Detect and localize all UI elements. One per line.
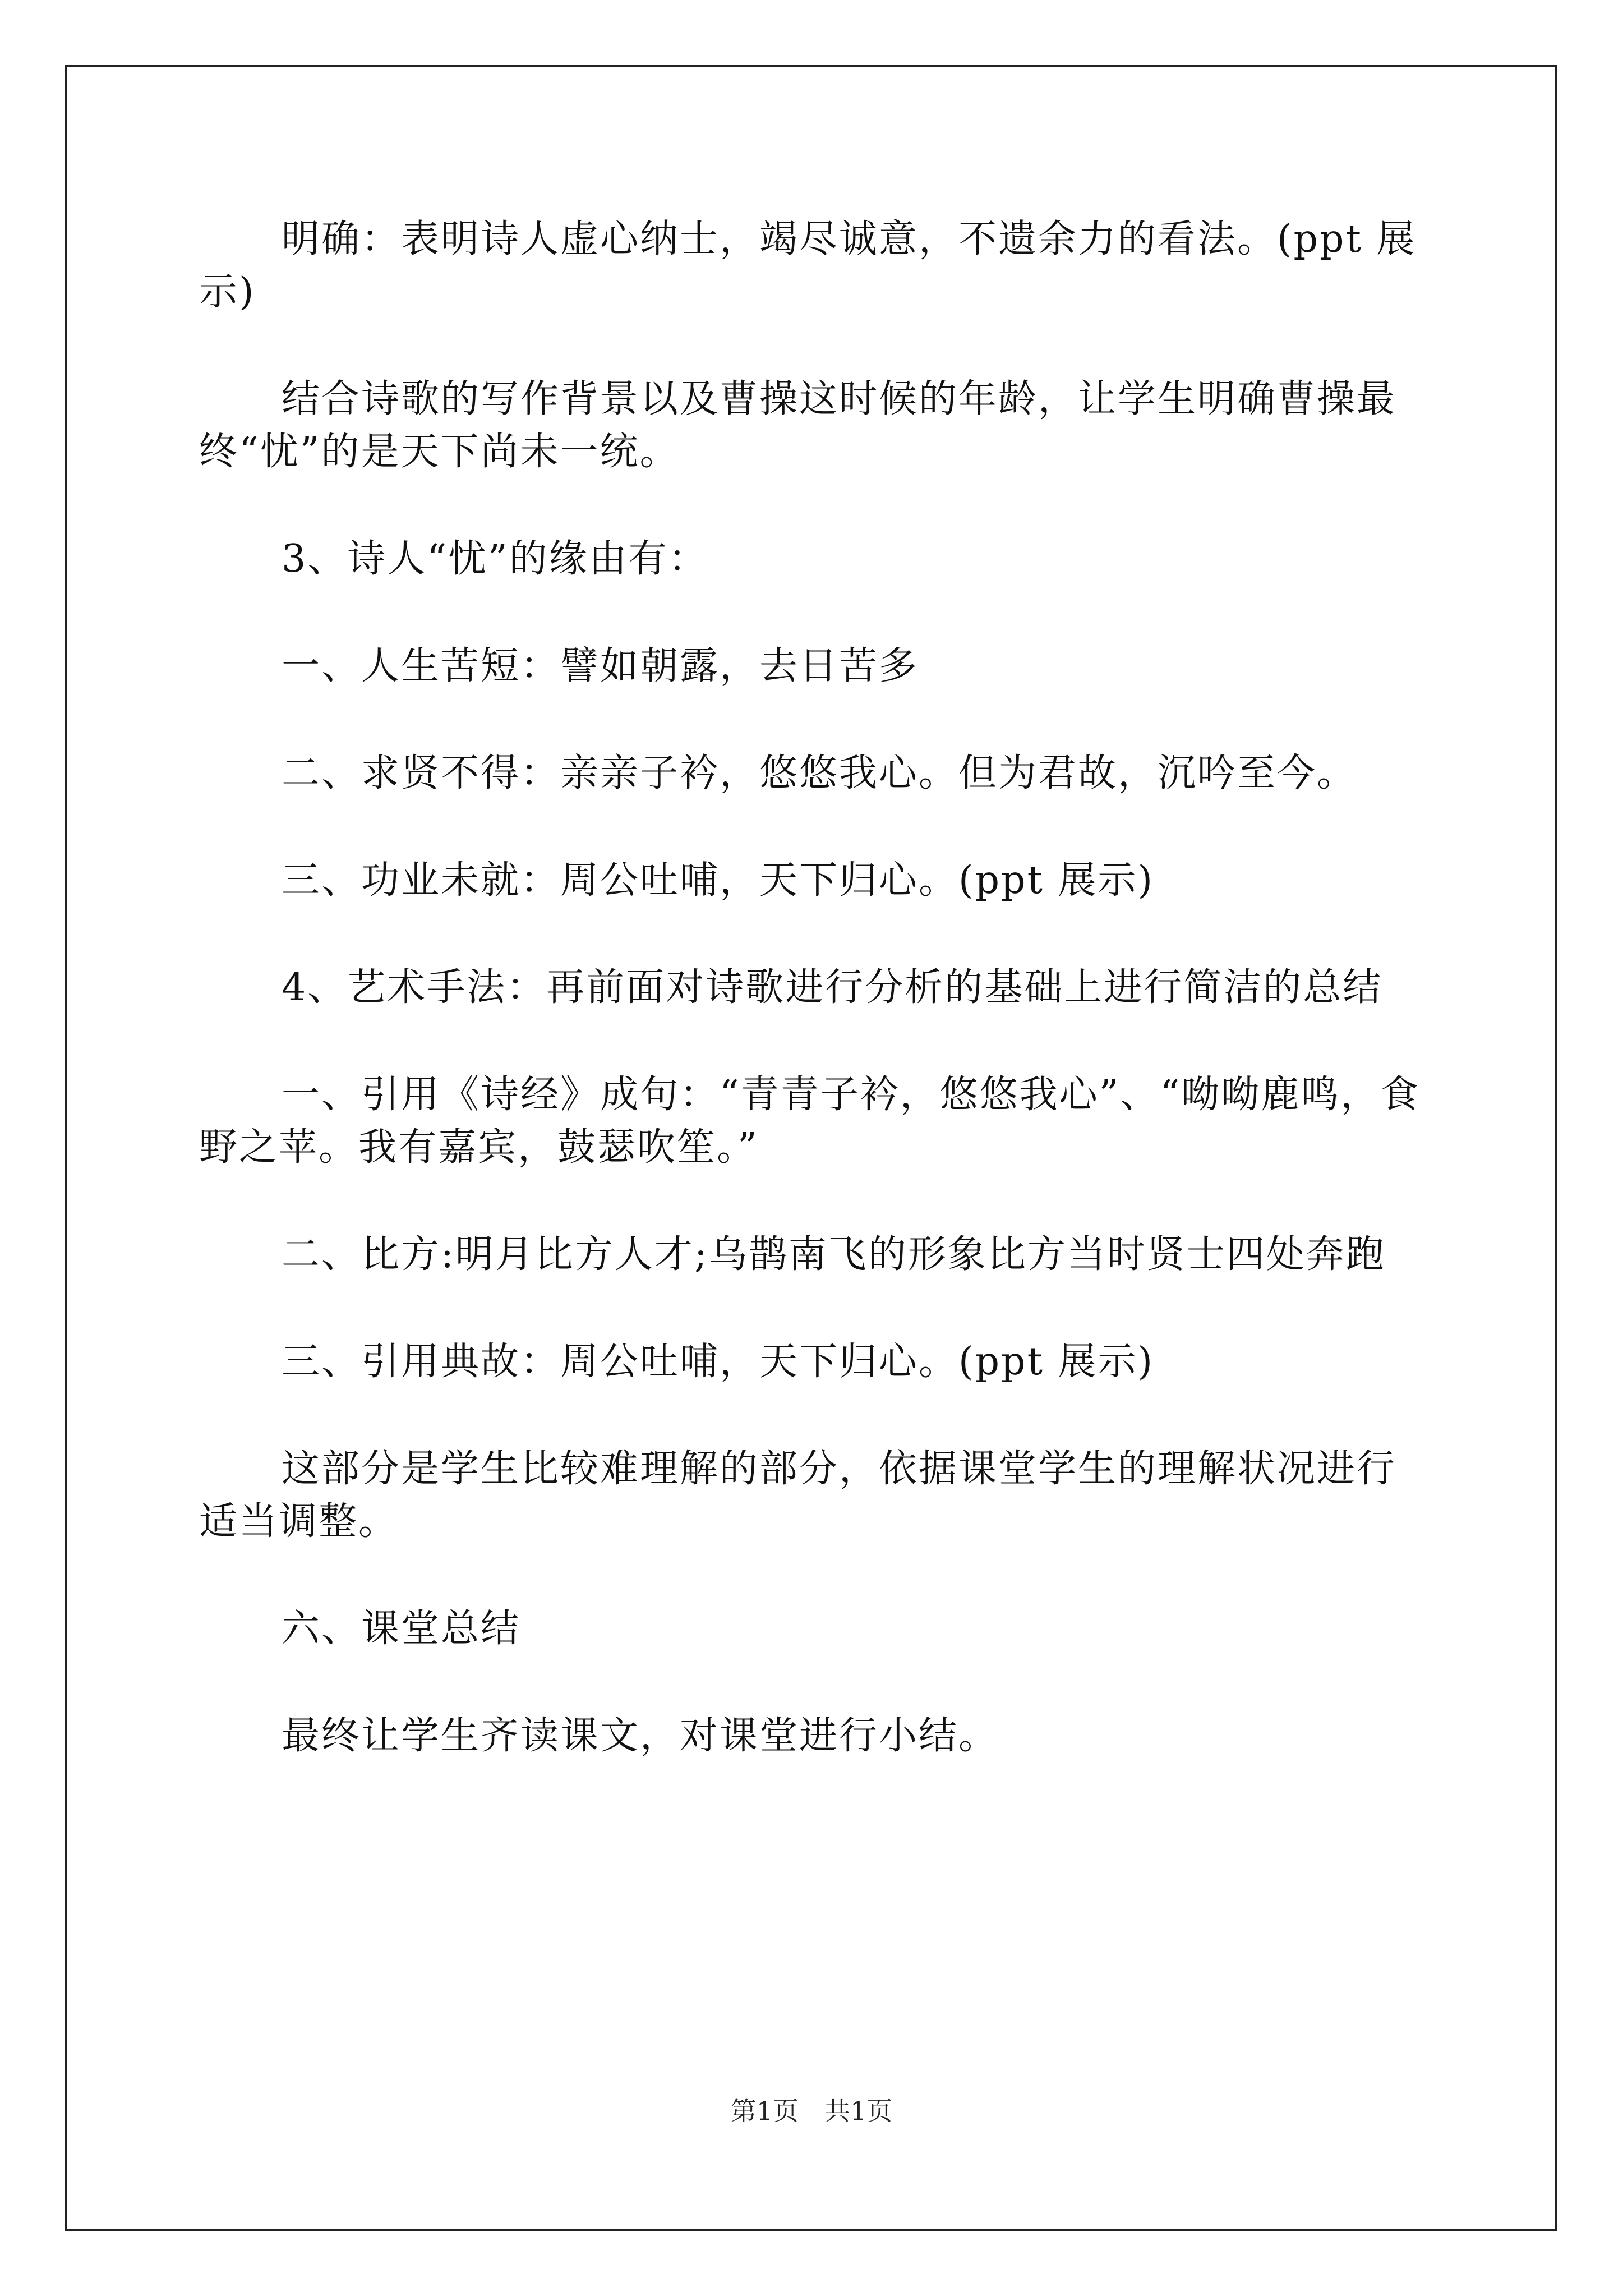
page-number-current: 第1页	[730, 2096, 799, 2126]
paragraph: 这部分是学生比较难理解的部分，依据课堂学生的理解状况进行适当调整。	[199, 1447, 1397, 1544]
page-footer	[0, 2095, 1623, 2127]
paragraph: 六、课堂总结	[282, 1607, 521, 1651]
paragraph: 一、引用《诗经》成句：“青青子衿，悠悠我心”、“呦呦鹿鸣，食野之苹。我有嘉宾，鼓瑟吹笙。”	[199, 1073, 1421, 1170]
paragraph: 三、功业未就：周公吐哺，天下归心。(ppt 展示)	[282, 858, 1155, 903]
paragraph: 一、人生苦短：譬如朝露，去日苦多	[282, 644, 919, 688]
paragraph: 结合诗歌的写作背景以及曹操这时候的年龄，让学生明确曹操最终“忧”的是天下尚未一统。	[199, 377, 1397, 474]
paragraph: 二、求贤不得：亲亲子衿，悠悠我心。但为君故，沉吟至今。	[282, 751, 1357, 795]
paragraph: 最终让学生齐读课文，对课堂进行小结。	[282, 1714, 999, 1758]
paragraph: 3、诗人“忧”的缘由有：	[282, 537, 708, 581]
paragraph: 4、艺术手法：再前面对诗歌进行分析的基础上进行简洁的总结	[282, 965, 1383, 1010]
document-body	[199, 213, 1433, 1817]
page-number-total: 共1页	[824, 2096, 893, 2126]
paragraph: 二、比方:明月比方人才;乌鹊南飞的形象比方当时贤士四处奔跑	[282, 1232, 1386, 1277]
paragraph: 三、引用典故：周公吐哺，天下归心。(ppt 展示)	[282, 1340, 1155, 1384]
paragraph: 明确：表明诗人虚心纳士，竭尽诚意，不遗余力的看法。(ppt 展示)	[199, 217, 1417, 314]
